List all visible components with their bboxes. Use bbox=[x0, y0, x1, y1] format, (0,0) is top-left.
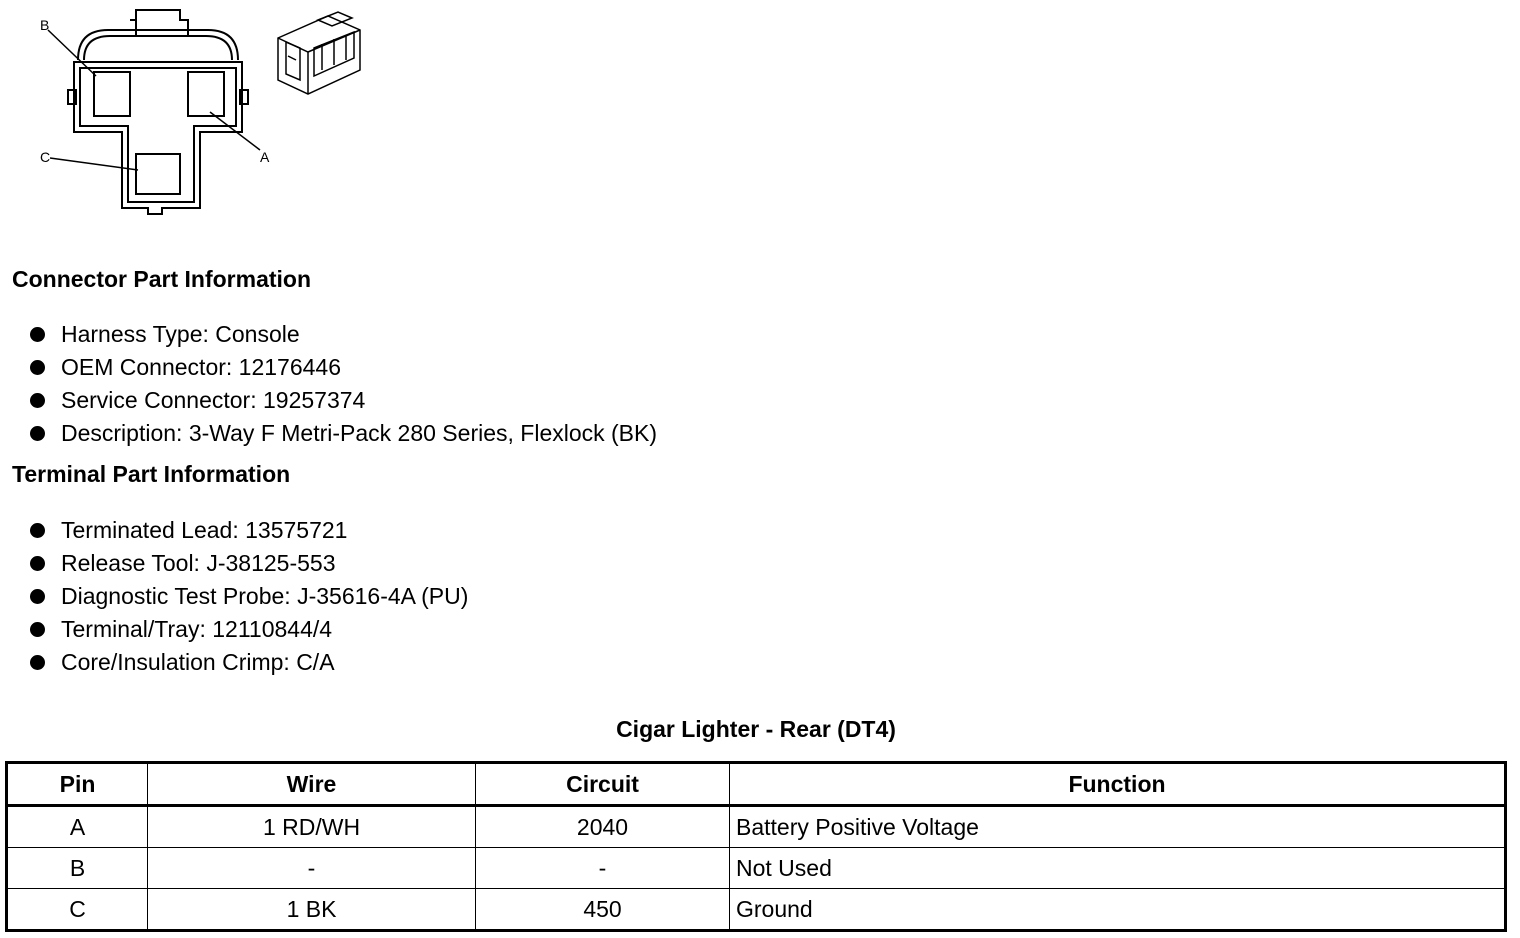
cavity-label-a: A bbox=[260, 149, 270, 165]
list-item: OEM Connector: 12176446 bbox=[30, 351, 657, 384]
terminal-part-info-list bbox=[30, 514, 468, 679]
header-wire: Wire bbox=[148, 763, 476, 806]
bullet-icon bbox=[30, 393, 45, 408]
table-title: Cigar Lighter - Rear (DT4) bbox=[616, 716, 896, 742]
cell-wire: 1 RD/WH bbox=[148, 806, 476, 848]
bullet-icon bbox=[30, 622, 45, 637]
bullet-icon bbox=[30, 556, 45, 571]
list-item: Core/Insulation Crimp: C/A bbox=[30, 646, 468, 679]
cavity-label-b: B bbox=[40, 17, 50, 33]
list-item: Diagnostic Test Probe: J-35616-4A (PU) bbox=[30, 580, 468, 613]
bullet-icon bbox=[30, 655, 45, 670]
bullet-icon bbox=[30, 523, 45, 538]
connector-part-info-list bbox=[30, 318, 657, 450]
cell-wire: - bbox=[148, 848, 476, 889]
table-header-row bbox=[7, 763, 1506, 806]
header-function: Function bbox=[730, 763, 1506, 806]
cell-pin: A bbox=[7, 806, 148, 848]
list-item: Release Tool: J-38125-553 bbox=[30, 547, 468, 580]
connector-thumbnail-image bbox=[268, 8, 368, 98]
bullet-icon bbox=[30, 426, 45, 441]
list-item: Terminated Lead: 13575721 bbox=[30, 514, 468, 547]
list-item: Description: 3-Way F Metri-Pack 280 Series, Flexlock (BK) bbox=[30, 417, 657, 450]
cell-pin: C bbox=[7, 889, 148, 931]
cell-pin: B bbox=[7, 848, 148, 889]
terminal-part-info-heading: Terminal Part Information bbox=[12, 461, 291, 487]
cell-function: Ground bbox=[730, 889, 1506, 931]
pinout-table bbox=[5, 761, 1507, 932]
bullet-icon bbox=[30, 327, 45, 342]
bullet-icon bbox=[30, 589, 45, 604]
cell-wire: 1 BK bbox=[148, 889, 476, 931]
list-item: Service Connector: 19257374 bbox=[30, 384, 657, 417]
header-circuit: Circuit bbox=[476, 763, 730, 806]
cell-circuit: 450 bbox=[476, 889, 730, 931]
cell-circuit: - bbox=[476, 848, 730, 889]
table-row bbox=[7, 889, 1506, 931]
connector-face-diagram bbox=[30, 0, 270, 220]
table-row bbox=[7, 848, 1506, 889]
connector-part-info-heading: Connector Part Information bbox=[12, 266, 312, 292]
cavity-label-c: C bbox=[40, 149, 51, 165]
cell-function: Not Used bbox=[730, 848, 1506, 889]
bullet-icon bbox=[30, 360, 45, 375]
list-item: Harness Type: Console bbox=[30, 318, 657, 351]
list-item: Terminal/Tray: 12110844/4 bbox=[30, 613, 468, 646]
header-pin: Pin bbox=[7, 763, 148, 806]
cell-circuit: 2040 bbox=[476, 806, 730, 848]
table-row bbox=[7, 806, 1506, 848]
cell-function: Battery Positive Voltage bbox=[730, 806, 1506, 848]
